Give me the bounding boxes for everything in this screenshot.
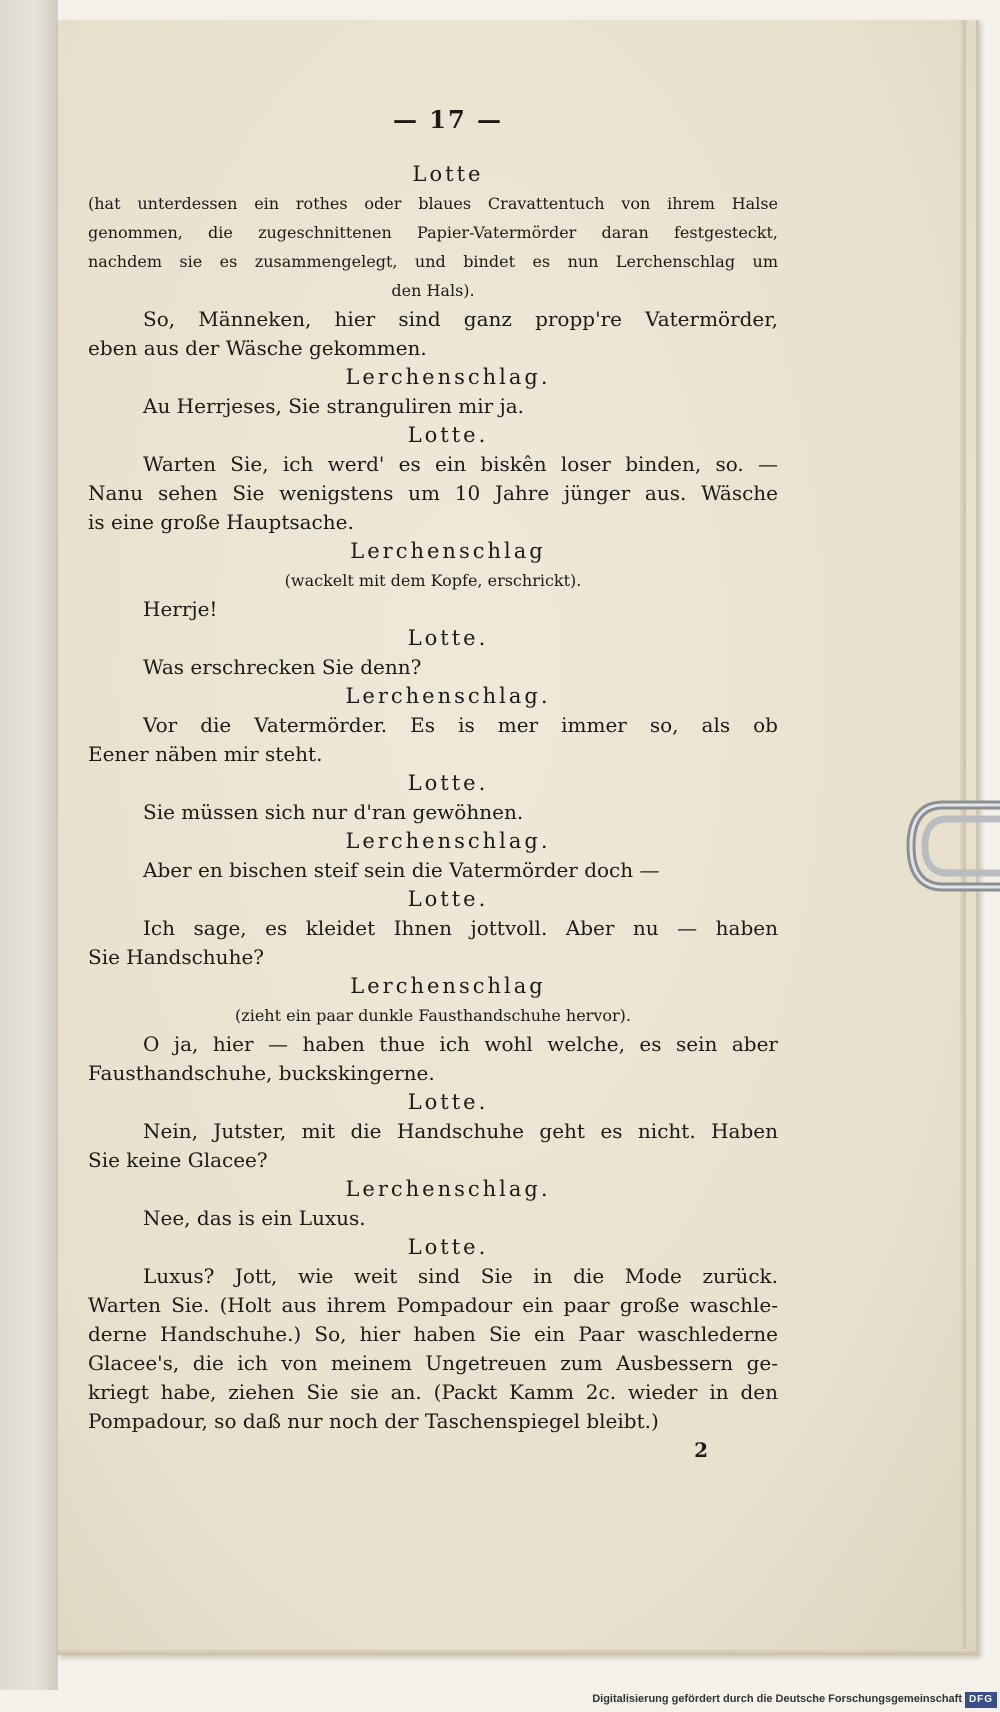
- dialogue-line: Sie Handschuhe?: [88, 945, 265, 969]
- dialogue-line: eben aus der Wäsche gekommen.: [88, 336, 427, 360]
- dialogue-line: So, Männeken, hier sind ganz propp're Vatermörder,: [143, 307, 778, 331]
- dialogue-line: Sie müssen sich nur d'ran gewöhnen.: [143, 800, 524, 824]
- dialogue-line: Warten Sie. (Holt aus ihrem Pompadour ein paar große waschle-: [88, 1293, 778, 1317]
- speaker-name: Lerchenschlag.: [345, 365, 551, 389]
- speaker-name: Lotte.: [407, 887, 489, 911]
- stage-direction-line: genommen, die zugeschnittenen Papier-Vatermörder daran festgesteckt,: [88, 223, 778, 242]
- stage-direction-line: (hat unterdessen ein rothes oder blaues Cravattentuch von ihrem Halse: [88, 194, 778, 213]
- dialogue-line: Aber en bischen steif sein die Vatermörder doch —: [143, 858, 660, 882]
- dialogue-line: kriegt habe, ziehen Sie sie an. (Packt Kamm 2c. wieder in den: [88, 1380, 778, 1404]
- book-spine-edge: [0, 0, 58, 1712]
- speaker-name: Lotte.: [407, 1090, 489, 1114]
- dialogue-line: Herrje!: [143, 597, 218, 621]
- dialogue-line: Sie keine Glacee?: [88, 1148, 268, 1172]
- speaker-name: Lotte.: [407, 1235, 489, 1259]
- stage-direction-line: nachdem sie es zusammengelegt, und bindet es nun Lerchenschlag um: [88, 252, 778, 271]
- speaker-name: Lotte.: [407, 626, 489, 650]
- text-lines: [88, 160, 778, 1436]
- dfg-logo: DFG: [965, 1692, 997, 1708]
- speaker-name: Lotte.: [407, 423, 489, 447]
- stage-direction-line: den Hals).: [391, 281, 475, 300]
- speaker-name: Lotte: [412, 162, 484, 186]
- dialogue-line: Eener näben mir steht.: [88, 742, 323, 766]
- digitization-footer: [0, 1690, 1000, 1712]
- dialogue-line: is eine große Hauptsache.: [88, 510, 354, 534]
- dialogue-line: Luxus? Jott, wie weit sind Sie in die Mode zurück.: [143, 1264, 778, 1288]
- dialogue-line: Was erschrecken Sie denn?: [143, 655, 422, 679]
- paperclip-icon: [905, 797, 1000, 895]
- stage-direction-line: (zieht ein paar dunkle Fausthandschuhe hervor).: [235, 1006, 631, 1025]
- dialogue-line: Vor die Vatermörder. Es is mer immer so, als ob: [143, 713, 778, 737]
- stage-direction-line: (wackelt mit dem Kopfe, erschrickt).: [284, 571, 582, 590]
- speaker-name: Lerchenschlag: [350, 539, 546, 563]
- speaker-name: Lotte.: [407, 771, 489, 795]
- dialogue-line: derne Handschuhe.) So, hier haben Sie ein Paar waschlederne: [88, 1322, 778, 1346]
- dialogue-line: Ich sage, es kleidet Ihnen jottvoll. Aber nu — haben: [143, 916, 778, 940]
- page-bottom-edge: [58, 1649, 976, 1655]
- page-number: — 17 —: [392, 105, 504, 134]
- speaker-name: Lerchenschlag.: [345, 829, 551, 853]
- dialogue-line: Au Herrjeses, Sie stranguliren mir ja.: [143, 394, 525, 418]
- dialogue-line: Pompadour, so daß nur noch der Taschenspiegel bleibt.): [88, 1409, 659, 1433]
- page-text-block: [88, 100, 778, 1465]
- dialogue-line: Nee, das is ein Luxus.: [143, 1206, 366, 1230]
- dialogue-line: O ja, hier — haben thue ich wohl welche, es sein aber: [143, 1032, 778, 1056]
- speaker-name: Lerchenschlag: [350, 974, 546, 998]
- speaker-name: Lerchenschlag.: [345, 1177, 551, 1201]
- dialogue-line: Warten Sie, ich werd' es ein biskên loser binden, so. —: [143, 452, 778, 476]
- speaker-name: Lerchenschlag.: [345, 684, 551, 708]
- dialogue-line: Nein, Jutster, mit die Handschuhe geht es nicht. Haben: [143, 1119, 778, 1143]
- funding-credit: Digitalisierung gefördert durch die Deutsche Forschungsgemeinschaft: [592, 1693, 962, 1705]
- dialogue-line: Glacee's, die ich von meinem Ungetreuen zum Ausbessern ge-: [88, 1351, 778, 1375]
- dialogue-line: Fausthandschuhe, buckskingerne.: [88, 1061, 435, 1085]
- signature-mark: 2: [694, 1438, 708, 1462]
- dialogue-line: Nanu sehen Sie wenigstens um 10 Jahre jünger aus. Wäsche: [88, 481, 778, 505]
